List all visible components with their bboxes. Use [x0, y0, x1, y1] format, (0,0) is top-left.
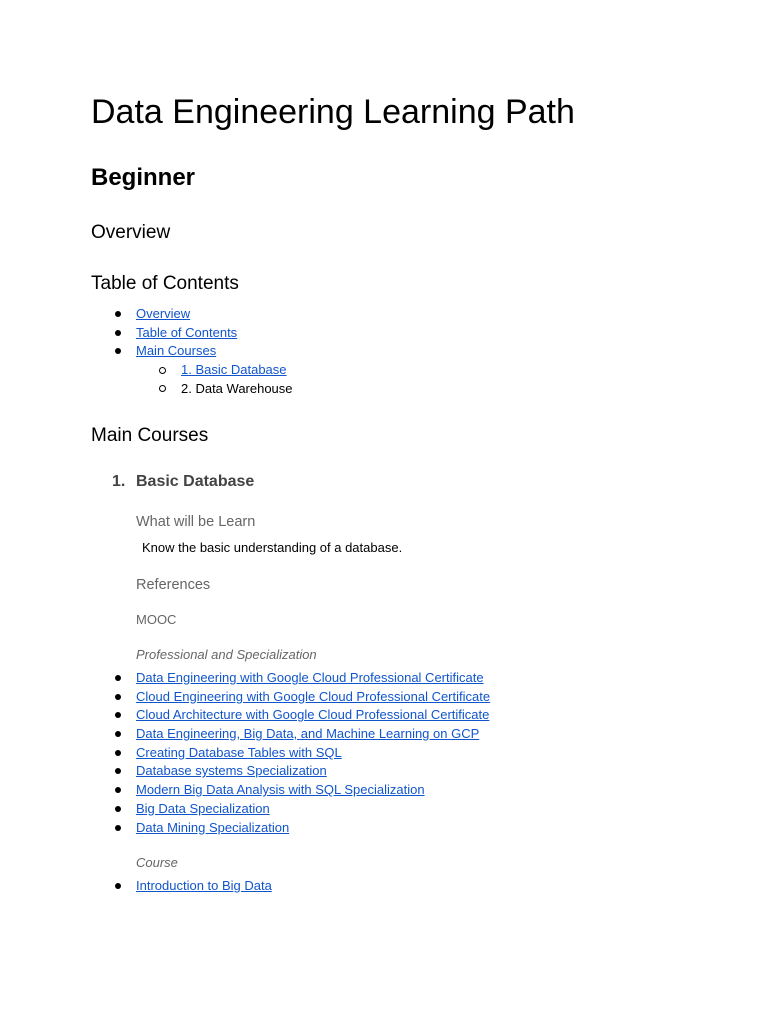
course-link-introduction-to-big-data[interactable]: Introduction to Big Data [136, 878, 272, 893]
learn-text: Know the basic understanding of a database. [142, 540, 403, 555]
list-item [136, 781, 490, 800]
bullet-disc-icon [115, 787, 121, 793]
course-link[interactable]: Data Mining Specialization [136, 819, 290, 835]
course-link[interactable]: Database systems Specialization [136, 763, 327, 779]
bullet-disc-icon [115, 712, 121, 718]
list-item [136, 877, 272, 896]
toc-link-basic-database[interactable]: 1. Basic Database [181, 362, 287, 377]
toc-link-table-of-contents[interactable]: Table of Contents [136, 324, 238, 340]
course-link[interactable]: Modern Big Data Analysis with SQL Specialization [136, 782, 425, 798]
learn-heading: What will be Learn [136, 514, 256, 530]
toc-item [136, 342, 237, 361]
course-link[interactable]: Data Engineering, Big Data, and Machine Learning on GCP [136, 726, 480, 742]
course-link[interactable]: Cloud Engineering with Google Cloud Professional Certificate [136, 688, 491, 704]
section-number: 1. [112, 473, 126, 490]
professional-links-list [136, 669, 490, 837]
bullet-disc-icon [115, 768, 121, 774]
list-item [136, 725, 490, 744]
bullet-disc-icon [115, 883, 121, 889]
bullet-disc-icon [115, 311, 121, 317]
toc-sublist [181, 361, 293, 398]
section-heading-basic-database [112, 472, 254, 492]
section-title: Basic Database [136, 473, 255, 490]
toc-item [136, 305, 237, 324]
overview-heading: Overview [91, 222, 171, 243]
bullet-disc-icon [115, 348, 121, 354]
list-item [136, 800, 490, 819]
list-item [136, 706, 490, 725]
main-courses-heading: Main Courses [91, 425, 209, 446]
professional-heading: Professional and Specialization [136, 647, 317, 662]
toc-subitem [181, 361, 293, 380]
level-heading: Beginner [91, 164, 196, 191]
toc-link-main-courses[interactable]: Main Courses [136, 343, 217, 359]
bullet-disc-icon [115, 750, 121, 756]
course-link[interactable]: Big Data Specialization [136, 800, 270, 816]
list-item [136, 688, 490, 707]
list-item [136, 669, 490, 688]
references-heading: References [136, 577, 211, 593]
toc-heading: Table of Contents [91, 273, 239, 294]
bullet-circle-icon [159, 367, 166, 374]
bullet-disc-icon [115, 731, 121, 737]
bullet-circle-icon [159, 385, 166, 392]
list-item [136, 819, 490, 838]
course-heading: Course [136, 855, 178, 870]
list-item [136, 762, 490, 781]
course-link[interactable]: Creating Database Tables with SQL [136, 744, 342, 760]
course-link[interactable]: Data Engineering with Google Cloud Professional Certificate [136, 670, 484, 685]
course-links-list [136, 877, 272, 896]
bullet-disc-icon [115, 694, 121, 700]
document-title: Data Engineering Learning Path [91, 93, 575, 131]
bullet-disc-icon [115, 330, 121, 336]
bullet-disc-icon [115, 806, 121, 812]
bullet-disc-icon [115, 675, 121, 681]
list-item [136, 744, 490, 763]
course-link[interactable]: Cloud Architecture with Google Cloud Professional Certificate [136, 707, 490, 723]
toc-list [136, 305, 237, 361]
toc-item [136, 324, 237, 343]
toc-link-overview[interactable]: Overview [136, 306, 191, 321]
bullet-disc-icon [115, 825, 121, 831]
toc-text-data-warehouse: 2. Data Warehouse [181, 380, 293, 396]
mooc-heading: MOOC [136, 612, 177, 627]
toc-subitem [181, 380, 293, 399]
